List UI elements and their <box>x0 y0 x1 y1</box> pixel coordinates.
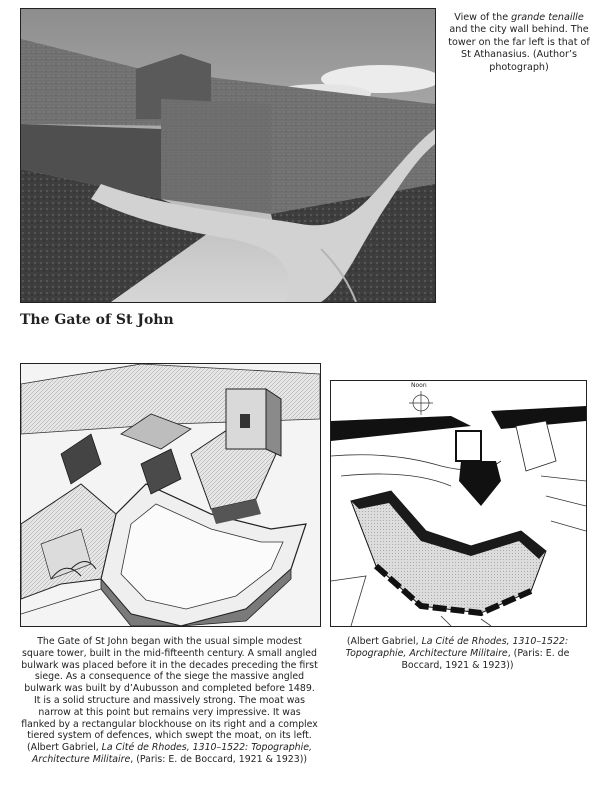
gate-description-source-tail: , (Paris: E. de Boccard, 1921 & 1923)) <box>130 753 308 765</box>
plan-caption-tail: , (Paris: E. de Boccard, 1921 & 1923)) <box>401 647 570 671</box>
gate-description <box>20 636 319 766</box>
photo-caption-italic: grande tenaille <box>511 12 584 23</box>
section-title: The Gate of St John <box>20 312 174 328</box>
gate-description-source-title: La Cité de Rhodes, 1310–1522: Topographie, Architecture Militaire <box>31 742 312 765</box>
photo-caption <box>444 12 594 74</box>
photo-caption-rest: and the city wall behind. The tower on the far left is that of St Athanasius. (Author’s photograph) <box>448 24 590 73</box>
gate-plan-drawing <box>330 380 587 627</box>
tenaille-photograph <box>20 8 436 303</box>
gate-description-text: The Gate of St John began with the usual simple modest square tower, built in the mid-fifteenth century. A small angled bulwark was placed before it in the decades preceding the first siege. As a consequence of the siege the massive angled bulwark was built by d’Aubusson and completed before 1489. It is a solid structure and massively strong. The moat was narrow at this point but remains very impressive. It was flanked by a rectangular blockhouse on its right and a complex tiered system of defences, which swept the moat, on its left. (Albert Gabriel, <box>21 636 318 754</box>
plan-north-label: Noon <box>411 382 427 389</box>
tenaille-photo-image <box>21 9 435 302</box>
gate-axonometric-drawing <box>20 363 321 627</box>
gate-plan-image <box>331 381 586 626</box>
gate-drawing-image <box>21 364 320 626</box>
plan-caption-source-title: La Cité de Rhodes, 1310–1522: Topographie, Architecture Militaire <box>345 636 569 659</box>
photo-caption-prefix: View of the <box>454 12 512 23</box>
plan-caption-prefix: (Albert Gabriel, <box>346 636 422 647</box>
plan-caption <box>330 636 585 671</box>
